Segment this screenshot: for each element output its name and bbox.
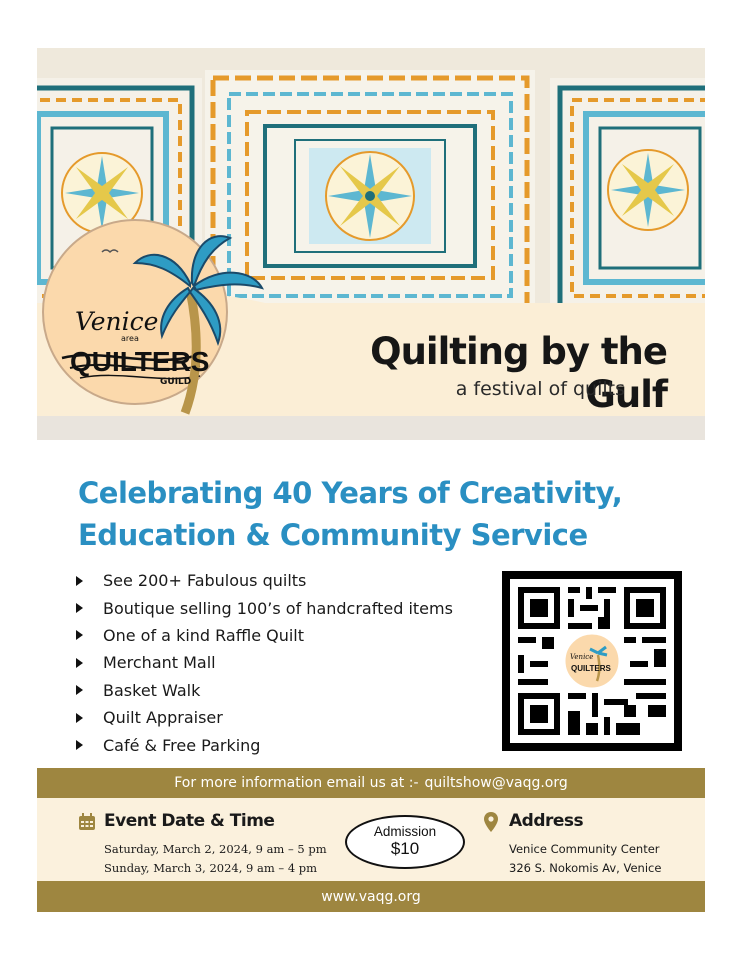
feature-list [76, 567, 456, 759]
feature-text: Boutique selling 100’s of handcrafted items [103, 598, 453, 618]
feature-text: Basket Walk [103, 680, 201, 700]
bullet-triangle-icon [76, 576, 83, 586]
quilt-strip [37, 416, 705, 440]
qr-logo-venice: Venice [570, 653, 594, 661]
list-item [76, 677, 456, 704]
calendar-icon [78, 813, 96, 831]
event-heading: Event Date & Time [104, 811, 275, 831]
feature-text: Quilt Appraiser [103, 708, 223, 728]
qr-code-icon[interactable] [502, 571, 682, 751]
admission-label: Admission [373, 824, 437, 839]
location-pin-icon [484, 812, 498, 832]
feature-text: One of a kind Raffle Quilt [103, 625, 305, 645]
admission-price: $10 [390, 839, 420, 858]
logo-venice-text: Venice [75, 307, 159, 336]
email-link[interactable]: quiltshow@vaqg.org [424, 775, 568, 791]
bullet-triangle-icon [76, 713, 83, 723]
list-item [76, 622, 456, 649]
bullet-triangle-icon [76, 658, 83, 668]
admission-badge [345, 815, 465, 869]
event-subtitle: a festival of quilts [455, 378, 625, 400]
list-item [76, 594, 456, 621]
feature-text: Merchant Mall [103, 653, 216, 673]
address-street: 326 S. Nokomis Av, Venice [509, 861, 662, 875]
headline-line-2: Education & Community Service [78, 518, 588, 552]
list-item [76, 649, 456, 676]
feature-text: Café & Free Parking [103, 735, 261, 755]
list-item [76, 704, 456, 731]
event-title: Quilting by the Gulf [370, 330, 667, 416]
bullet-triangle-icon [76, 685, 83, 695]
address-venue: Venice Community Center [509, 842, 660, 856]
bullet-triangle-icon [76, 603, 83, 613]
email-bar [37, 768, 705, 798]
event-date-sunday: Sunday, March 3, 2024, 9 am – 4 pm [104, 861, 318, 875]
address-heading: Address [509, 811, 584, 831]
logo-area-text: area [121, 334, 139, 343]
logo-guild-text: GUILD [160, 377, 192, 387]
bullet-triangle-icon [76, 740, 83, 750]
list-item [76, 567, 456, 594]
email-prompt: For more information email us at :- [174, 775, 419, 791]
event-date-saturday: Saturday, March 2, 2024, 9 am – 5 pm [104, 842, 327, 856]
website-link[interactable]: www.vaqg.org [321, 888, 421, 905]
list-item [76, 731, 456, 758]
feature-text: See 200+ Fabulous quilts [103, 571, 307, 591]
venice-quilters-guild-logo [40, 208, 275, 418]
website-bar [37, 881, 705, 912]
qr-logo-quilters: QUILTERS [571, 664, 611, 673]
logo-quilters-text: QUILTERS [70, 346, 210, 377]
headline-line-1: Celebrating 40 Years of Creativity, [78, 476, 623, 510]
bullet-triangle-icon [76, 630, 83, 640]
